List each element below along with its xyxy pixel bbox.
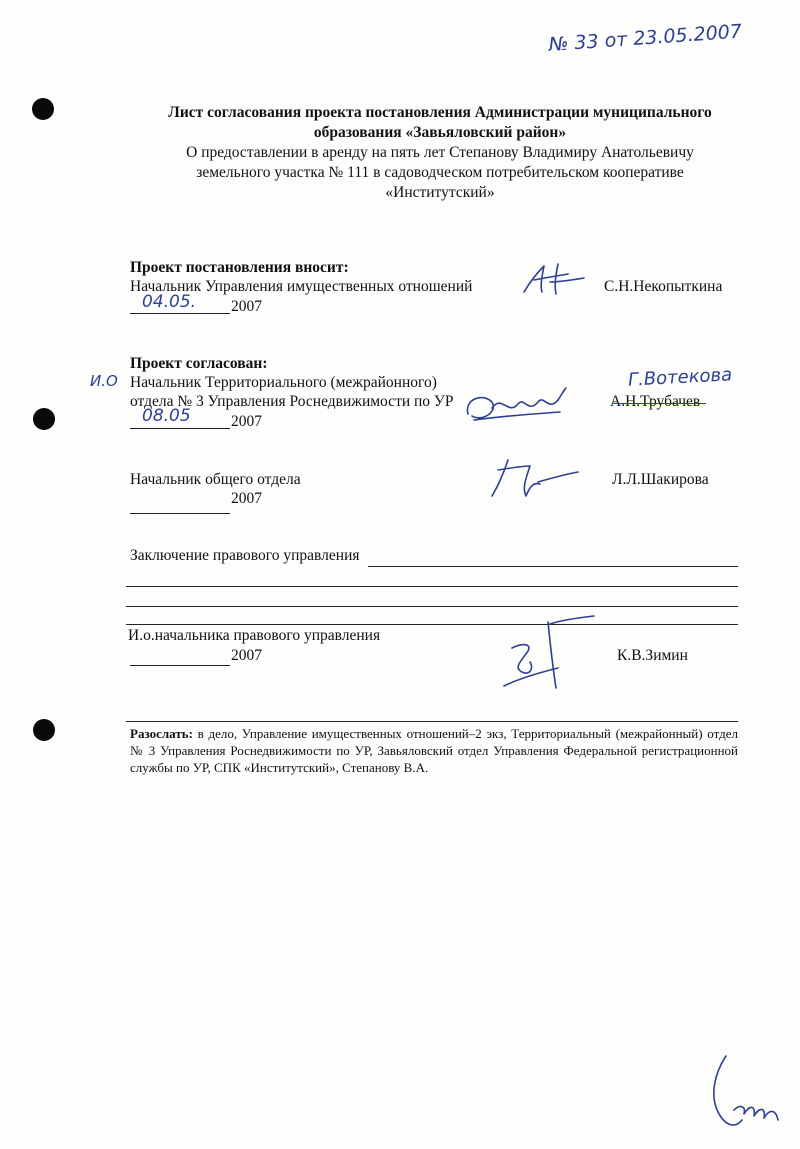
submitter-heading: Проект постановления вносит: — [130, 259, 349, 276]
approved-position-line2: отдела № 3 Управления Роснедвижимости по УР — [130, 393, 454, 410]
distribution-label: Разослать: — [130, 726, 193, 741]
general-dept-date-line — [130, 513, 230, 514]
document-title-line2: образования «Завьяловский район» — [313, 124, 567, 141]
binder-hole-middle — [33, 408, 55, 430]
approved-year: 2007 — [231, 413, 262, 430]
submitter-signature — [520, 262, 590, 298]
legal-conclusion-line3 — [126, 606, 738, 607]
bottom-right-signature — [704, 1050, 784, 1140]
document-title-line1: Лист согласования проекта постановления Администрации муниципального — [168, 104, 712, 121]
general-dept-position: Начальник общего отдела — [130, 471, 301, 488]
approved-name-strikethrough — [612, 403, 706, 404]
approved-date-hand: 08.05 — [142, 406, 191, 426]
approved-position-line1: Начальник Территориального (межрайонного) — [130, 374, 437, 391]
approved-name: А.Н.Трубачев — [610, 393, 701, 410]
legal-conclusion-line4 — [126, 624, 738, 625]
legal-date-line — [130, 665, 230, 666]
distribution-separator — [126, 721, 738, 722]
approved-signature — [462, 386, 572, 426]
legal-position: И.о.начальника правового управления — [128, 627, 381, 644]
legal-signature — [490, 612, 610, 692]
general-dept-year: 2007 — [231, 490, 262, 507]
distribution-block — [130, 725, 738, 776]
distribution-text: в дело, Управление имущественных отношений–2 экз, Территориальный (межрайонный) отдел № 3 Управления Роснедвижимости по УР, Завьяловский отдел Управления Федеральной регистрационной службы по УР, СПК «Институтский», Степанову В.А. — [130, 726, 738, 775]
document-subject-line1: О предоставлении в аренду на пять лет Степанову Владимиру Анатольевичу — [186, 144, 694, 161]
binder-hole-bottom — [33, 719, 55, 741]
document-subject-line3: «Институтский» — [385, 184, 495, 201]
approved-date-line — [130, 428, 230, 429]
binder-hole-top — [32, 98, 54, 120]
legal-year: 2007 — [231, 647, 262, 664]
submitter-year: 2007 — [231, 298, 262, 315]
legal-name: К.В.Зимин — [617, 647, 688, 664]
submitter-date-line — [130, 313, 230, 314]
document-subject-line2: земельного участка № 111 в садоводческом потребительском кооперативе — [196, 164, 684, 181]
submitter-position: Начальник Управления имущественных отношений — [130, 278, 473, 295]
approved-heading: Проект согласован: — [130, 355, 268, 372]
submitter-name: С.Н.Некопыткина — [604, 278, 723, 295]
general-dept-signature — [482, 456, 582, 502]
legal-conclusion-line2 — [126, 586, 738, 587]
general-dept-name: Л.Л.Шакирова — [612, 471, 709, 488]
legal-conclusion-line1 — [368, 566, 738, 567]
submitter-date-hand: 04.05. — [142, 292, 197, 312]
approved-acting-marker: И.О — [90, 372, 118, 390]
legal-conclusion-label: Заключение правового управления — [130, 547, 360, 564]
approved-replacement-name: Г.Вотекова — [627, 364, 733, 391]
handwritten-reference: № 33 от 23.05.2007 — [548, 20, 743, 56]
